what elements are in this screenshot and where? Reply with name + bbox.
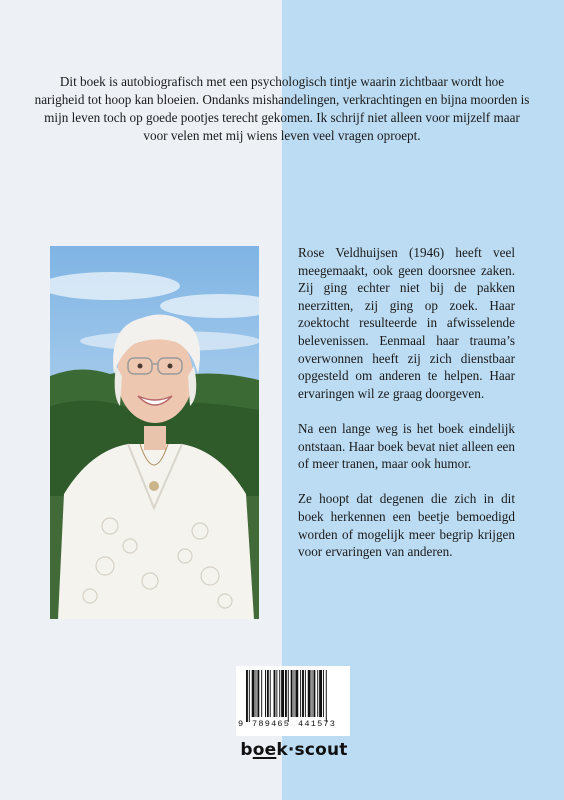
- publisher-logo: [234, 740, 354, 764]
- isbn-left-digits: 789465: [252, 719, 291, 729]
- logo-text: oe: [252, 740, 277, 760]
- bio-paragraph: Na een lange weg is het boek eindelijk ontstaan. Haar boek bevat niet alleen een of meer tranen, maar ook humor.: [298, 420, 515, 472]
- author-bio: [298, 244, 515, 578]
- author-photo: [50, 246, 259, 619]
- barcode-bars: [236, 666, 350, 722]
- intro-blurb: Dit boek is autobiografisch met een psychologisch tintje waarin zichtbaar wordt hoe narigheid tot hoop kan bloeien. Ondanks mishandelingen, verkrachtingen en bijna moorden is mijn leven toch op goede pootjes terecht gekomen. Ik schrijf niet alleen voor mijzelf maar voor velen met mij wiens leven veel vragen oproept.: [34, 74, 530, 143]
- isbn-number: [236, 719, 350, 733]
- isbn-first-digit: 9: [238, 719, 244, 729]
- bio-paragraph: Ze hoopt dat degenen die zich in dit boek herkennen een beetje bemoedigd worden of mogelijk meer begrip krijgen voor ervaringen van anderen.: [298, 491, 515, 560]
- logo-text: b: [240, 740, 253, 760]
- isbn-right-digits: 441573: [298, 719, 337, 729]
- isbn-barcode: [236, 666, 350, 736]
- bio-paragraph: Rose Veldhuijsen (1946) heeft veel meegemaakt, ook geen doorsnee zaken. Zij ging echter niet bij de pakken neerzitten, zij ging op zoek. Haar zoektocht resulteerde in afwisselende belevenissen. Eenmaal haar trauma’s overwonnen heeft zij zich dienstbaar opgesteld om anderen te helpen. Haar ervaringen wil ze graag doorgeven.: [298, 245, 515, 401]
- logo-text: k·scout: [276, 740, 348, 760]
